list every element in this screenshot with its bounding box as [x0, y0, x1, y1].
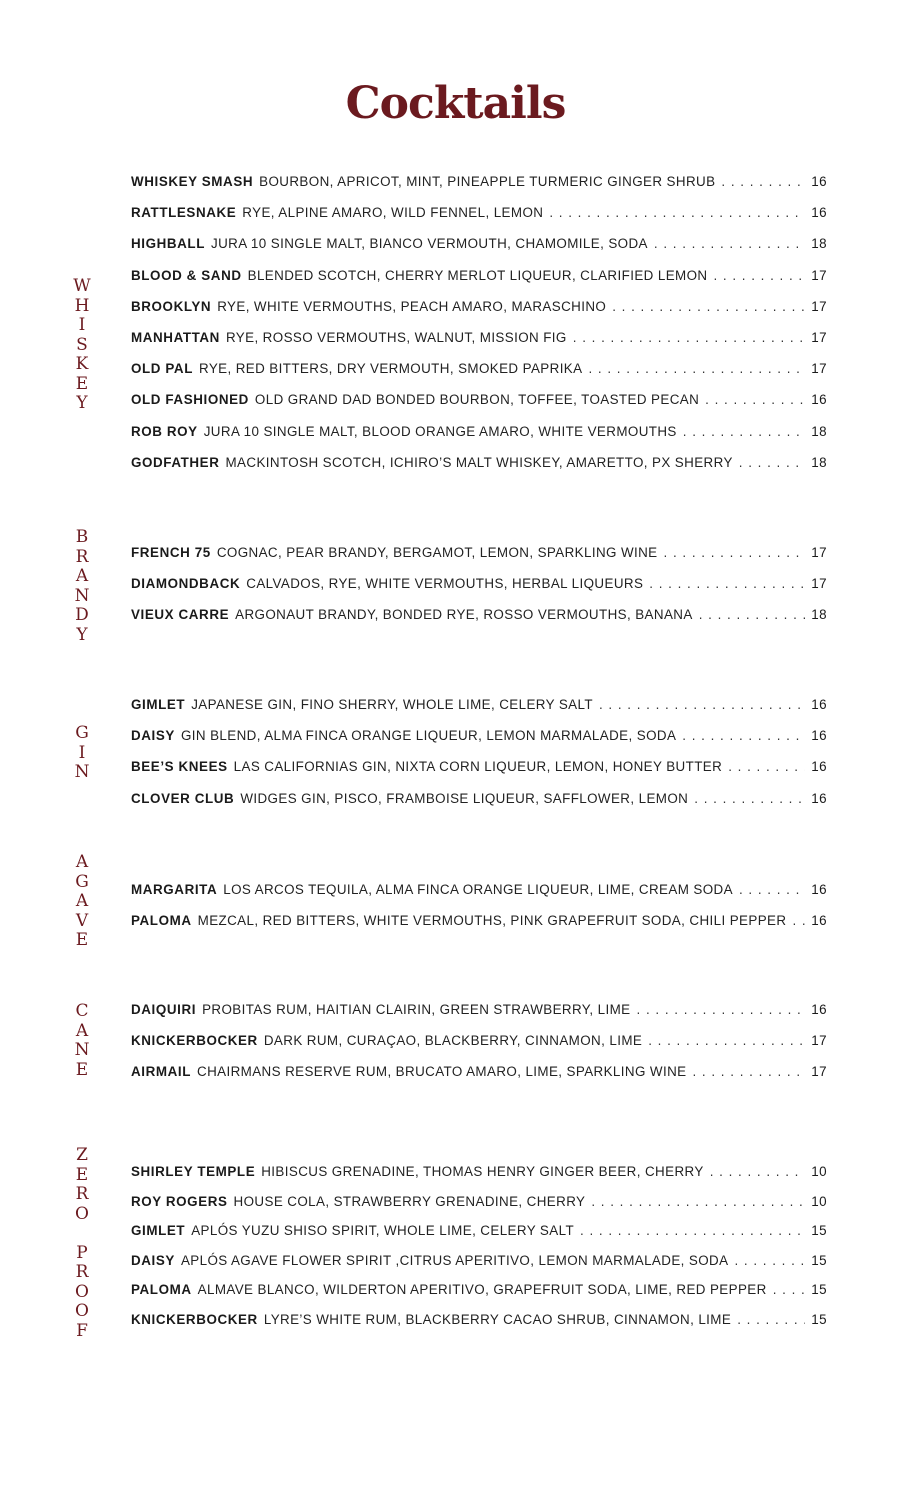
- leader-dots: [713, 268, 805, 283]
- menu-item-name: VIEUX CARRE: [131, 607, 230, 623]
- menu-item-description: JAPANESE GIN, FINO SHERRY, WHOLE LIME, CELERY SALT: [191, 697, 593, 712]
- menu-item-description: LYRE’S WHITE RUM, BLACKBERRY CACAO SHRUB, CINNAMON, LIME: [263, 1311, 732, 1327]
- menu-item-price: 17: [811, 298, 827, 314]
- section-label-gin: [64, 724, 100, 783]
- section-label-letter: R: [75, 546, 89, 567]
- leader-dots: [694, 791, 805, 806]
- menu-item: [131, 455, 827, 486]
- menu-item: [131, 236, 827, 267]
- leader-dots: [692, 1064, 805, 1079]
- menu-item-description: LOS ARCOS TEQUILA, ALMA FINCA ORANGE LIQUEUR, LIME, CREAM SODA: [223, 882, 733, 897]
- section-label-agave: [64, 853, 100, 951]
- menu-item-name: FRENCH 75: [131, 545, 211, 560]
- menu-item-price: 10: [811, 1193, 827, 1209]
- section-label-letter: E: [75, 373, 89, 394]
- menu-item-price: 15: [811, 1311, 827, 1327]
- leader-dots: [792, 913, 805, 928]
- section-label-letter: A: [75, 852, 89, 872]
- menu-title: Cocktails: [345, 78, 566, 129]
- menu-item-description: ALMAVE BLANCO, WILDERTON APERITIVO, GRAPEFRUIT SODA, LIME, RED PEPPER: [197, 1282, 767, 1298]
- menu-item: [131, 697, 827, 728]
- menu-item: [131, 913, 827, 944]
- menu-item-name: SHIRLEY TEMPLE: [131, 1164, 256, 1179]
- menu-item-description: APLÓS AGAVE FLOWER SPIRIT ,CITRUS APERITIVO, LEMON MARMALADE, SODA: [180, 1252, 729, 1268]
- menu-item-description: APLÓS YUZU SHISO SPIRIT, WHOLE LIME, CELERY SALT: [191, 1223, 575, 1239]
- menu-item: [131, 1164, 827, 1194]
- section-label-letter: E: [75, 1059, 89, 1080]
- leader-dots: [591, 1194, 805, 1209]
- item-list: [131, 1002, 827, 1096]
- menu-item-price: 17: [811, 267, 827, 283]
- menu-item: [131, 576, 827, 607]
- leader-dots: [728, 759, 805, 774]
- leader-dots: [739, 882, 805, 897]
- menu-item-price: 18: [811, 423, 827, 439]
- menu-item-description: COGNAC, PEAR BRANDY, BERGAMOT, LEMON, SPARKLING WINE: [216, 545, 658, 560]
- leader-dots: [664, 545, 806, 560]
- section-label-letter: N: [74, 585, 90, 606]
- leader-dots: [637, 1002, 806, 1017]
- menu-item-name: MANHATTAN: [131, 329, 220, 345]
- menu-item-name: OLD FASHIONED: [131, 392, 249, 408]
- section-label-letter: K: [75, 354, 89, 374]
- menu-item: [131, 882, 827, 913]
- leader-dots: [599, 697, 805, 712]
- section-label-letter: O: [75, 1281, 89, 1302]
- section-label-letter: E: [75, 1164, 89, 1185]
- section-label-letter: G: [75, 871, 89, 892]
- item-list: [131, 174, 827, 486]
- menu-item: [131, 1002, 827, 1033]
- menu-item-price: 17: [811, 361, 827, 377]
- menu-item-name: DAIQUIRI: [131, 1002, 197, 1017]
- section-label-letter: A: [75, 1020, 89, 1041]
- section-label-letter: Y: [76, 393, 88, 413]
- item-list: [131, 882, 827, 944]
- menu-item-description: OLD GRAND DAD BONDED BOURBON, TOFFEE, TOASTED PECAN: [254, 392, 700, 408]
- menu-item-description: BOURBON, APRICOT, MINT, PINEAPPLE TURMERIC GINGER SHRUB: [259, 174, 716, 189]
- menu-item-price: 16: [811, 205, 827, 221]
- menu-item: [131, 299, 827, 330]
- menu-item-description: RYE, ALPINE AMARO, WILD FENNEL, LEMON: [242, 205, 544, 221]
- menu-item-price: 16: [811, 392, 827, 408]
- leader-dots: [737, 1312, 805, 1327]
- menu-item-price: 15: [811, 1282, 827, 1298]
- section-label-letter: Z: [76, 1145, 88, 1165]
- leader-dots: [580, 1223, 805, 1238]
- menu-item: [131, 1033, 827, 1064]
- menu-item: [131, 330, 827, 361]
- leader-dots: [705, 392, 805, 407]
- leader-dots: [773, 1282, 806, 1297]
- section-label-letter: P: [76, 1242, 88, 1263]
- menu-item: [131, 791, 827, 822]
- menu-item: [131, 607, 827, 638]
- menu-item-description: HOUSE COLA, STRAWBERRY GRENADINE, CHERRY: [233, 1193, 586, 1209]
- menu-item-name: AIRMAIL: [131, 1064, 191, 1080]
- menu-item-name: ROY ROGERS: [131, 1193, 228, 1209]
- menu-item-name: CLOVER CLUB: [131, 790, 235, 806]
- section-label-letter: R: [75, 1262, 89, 1282]
- menu-item-description: MACKINTOSH SCOTCH, ICHIRO’S MALT WHISKEY, AMARETTO, PX SHERRY: [225, 454, 733, 470]
- menu-item-name: GODFATHER: [131, 454, 220, 470]
- menu-item-description: DARK RUM, CURAÇAO, BLACKBERRY, CINNAMON, LIME: [263, 1033, 643, 1049]
- menu-item-description: PROBITAS RUM, HAITIAN CLAIRIN, GREEN STRAWBERRY, LIME: [202, 1002, 631, 1017]
- menu-item-price: 16: [811, 1002, 827, 1017]
- menu-item-name: MARGARITA: [131, 882, 218, 897]
- menu-item-description: GIN BLEND, ALMA FINCA ORANGE LIQUEUR, LEMON MARMALADE, SODA: [180, 728, 677, 744]
- menu-item-price: 15: [811, 1252, 827, 1268]
- menu-item-price: 16: [811, 790, 827, 806]
- section-label-letter: V: [75, 910, 89, 931]
- menu-item-name: ROB ROY: [131, 423, 198, 439]
- menu-item-price: 17: [811, 1064, 827, 1080]
- menu-item-description: LAS CALIFORNIAS GIN, NIXTA CORN LIQUEUR, LEMON, HONEY BUTTER: [233, 759, 723, 775]
- menu-item-name: BROOKLYN: [131, 298, 212, 314]
- menu-item-price: 17: [811, 545, 827, 560]
- leader-dots: [682, 728, 805, 743]
- leader-dots: [588, 361, 805, 376]
- menu-item-name: PALOMA: [131, 1282, 192, 1298]
- section-label-cane: [64, 1002, 100, 1080]
- section-label-letter: [79, 1224, 84, 1244]
- menu-item: [131, 759, 827, 790]
- leader-dots: [549, 205, 805, 220]
- menu-item-price: 17: [811, 329, 827, 345]
- menu-item: [131, 174, 827, 205]
- menu-item-name: DAISY: [131, 1252, 175, 1268]
- menu-item-description: CALVADOS, RYE, WHITE VERMOUTHS, HERBAL LIQUEURS: [246, 576, 644, 592]
- menu-item: [131, 268, 827, 299]
- leader-dots: [739, 455, 806, 470]
- menu-item-name: WHISKEY SMASH: [131, 174, 254, 189]
- section-label-letter: F: [76, 1320, 88, 1341]
- menu-item-description: RYE, WHITE VERMOUTHS, PEACH AMARO, MARASCHINO: [217, 298, 607, 314]
- menu-item-price: 18: [811, 454, 827, 470]
- menu-item-price: 17: [811, 1033, 827, 1049]
- menu-item-price: 10: [811, 1164, 827, 1179]
- section-label-letter: E: [75, 930, 89, 950]
- menu-item-price: 16: [811, 174, 827, 189]
- section-label-letter: O: [75, 1203, 89, 1224]
- menu-item-name: OLD PAL: [131, 361, 193, 377]
- menu-item-name: GIMLET: [131, 1223, 186, 1239]
- menu-item-price: 16: [811, 913, 827, 929]
- menu-item-name: DAISY: [131, 728, 175, 744]
- menu-item-price: 16: [811, 759, 827, 775]
- menu-item-description: JURA 10 SINGLE MALT, BLOOD ORANGE AMARO, WHITE VERMOUTHS: [203, 423, 677, 439]
- menu-item-name: KNICKERBOCKER: [131, 1033, 258, 1049]
- section-label-letter: R: [75, 1184, 89, 1204]
- leader-dots: [699, 607, 806, 622]
- menu-item-description: HIBISCUS GRENADINE, THOMAS HENRY GINGER BEER, CHERRY: [261, 1164, 704, 1179]
- menu-item-price: 16: [811, 728, 827, 744]
- menu-item: [131, 205, 827, 236]
- leader-dots: [710, 1164, 806, 1179]
- menu-item-price: 16: [811, 882, 827, 897]
- leader-dots: [573, 330, 806, 345]
- menu-item-name: BLOOD & SAND: [131, 267, 242, 283]
- menu-item-description: JURA 10 SINGLE MALT, BIANCO VERMOUTH, CHAMOMILE, SODA: [210, 236, 648, 252]
- menu-item-price: 18: [811, 236, 827, 252]
- section-label-letter: G: [75, 723, 89, 743]
- leader-dots: [649, 576, 805, 591]
- section-label-letter: A: [75, 566, 89, 586]
- section-label-letter: N: [74, 762, 90, 782]
- item-list: [131, 697, 827, 822]
- menu-item-name: GIMLET: [131, 697, 186, 712]
- menu-item-price: 18: [811, 607, 827, 623]
- menu-item-name: DIAMONDBACK: [131, 576, 241, 592]
- menu-item-price: 17: [811, 576, 827, 592]
- section-label-letter: N: [74, 1040, 90, 1060]
- menu-item-name: RATTLESNAKE: [131, 205, 237, 221]
- menu-item-description: BLENDED SCOTCH, CHERRY MERLOT LIQUEUR, CLARIFIED LEMON: [247, 267, 708, 283]
- menu-item-price: 15: [811, 1223, 827, 1239]
- menu-item-description: WIDGES GIN, PISCO, FRAMBOISE LIQUEUR, SAFFLOWER, LEMON: [240, 790, 689, 806]
- section-label-letter: A: [75, 891, 89, 911]
- leader-dots: [683, 424, 806, 439]
- section-label-letter: O: [75, 1301, 89, 1321]
- menu-item: [131, 1282, 827, 1312]
- item-list: [131, 1164, 827, 1342]
- menu-item: [131, 392, 827, 423]
- menu-item-description: MEZCAL, RED BITTERS, WHITE VERMOUTHS, PINK GRAPEFRUIT SODA, CHILI PEPPER: [197, 913, 787, 929]
- menu-item: [131, 1253, 827, 1283]
- menu-item-name: HIGHBALL: [131, 236, 205, 252]
- section-label-letter: W: [73, 276, 91, 296]
- leader-dots: [612, 299, 805, 314]
- menu-item: [131, 424, 827, 455]
- section-label-letter: S: [76, 334, 88, 355]
- leader-dots: [654, 236, 805, 251]
- section-label-letter: I: [78, 742, 86, 763]
- section-label-letter: I: [78, 315, 86, 335]
- section-label-letter: H: [74, 295, 90, 316]
- menu-item: [131, 1312, 827, 1342]
- menu-item-description: RYE, RED BITTERS, DRY VERMOUTH, SMOKED PAPRIKA: [198, 361, 583, 377]
- menu-item: [131, 1223, 827, 1253]
- section-label-letter: D: [75, 605, 89, 625]
- section-label-letter: C: [75, 1001, 89, 1021]
- section-label-brandy: [64, 528, 100, 645]
- menu-item-description: RYE, ROSSO VERMOUTHS, WALNUT, MISSION FIG: [225, 329, 567, 345]
- menu-item: [131, 545, 827, 576]
- menu-item-name: KNICKERBOCKER: [131, 1311, 258, 1327]
- menu-item: [131, 728, 827, 759]
- section-label-letter: Y: [76, 624, 88, 645]
- section-label-whiskey: [64, 277, 100, 414]
- section-label-zero-proof: [64, 1146, 100, 1341]
- leader-dots: [721, 174, 805, 189]
- menu-item-description: CHAIRMANS RESERVE RUM, BRUCATO AMARO, LIME, SPARKLING WINE: [197, 1064, 687, 1080]
- menu-item-description: ARGONAUT BRANDY, BONDED RYE, ROSSO VERMOUTHS, BANANA: [235, 607, 693, 623]
- leader-dots: [648, 1033, 805, 1048]
- menu-item-name: BEE’S KNEES: [131, 759, 228, 775]
- item-list: [131, 545, 827, 639]
- menu-item-price: 16: [811, 697, 827, 712]
- menu-item-name: PALOMA: [131, 913, 192, 929]
- section-label-letter: B: [75, 527, 89, 547]
- leader-dots: [734, 1253, 805, 1268]
- menu-item: [131, 1064, 827, 1095]
- menu-item: [131, 1194, 827, 1224]
- menu-item: [131, 361, 827, 392]
